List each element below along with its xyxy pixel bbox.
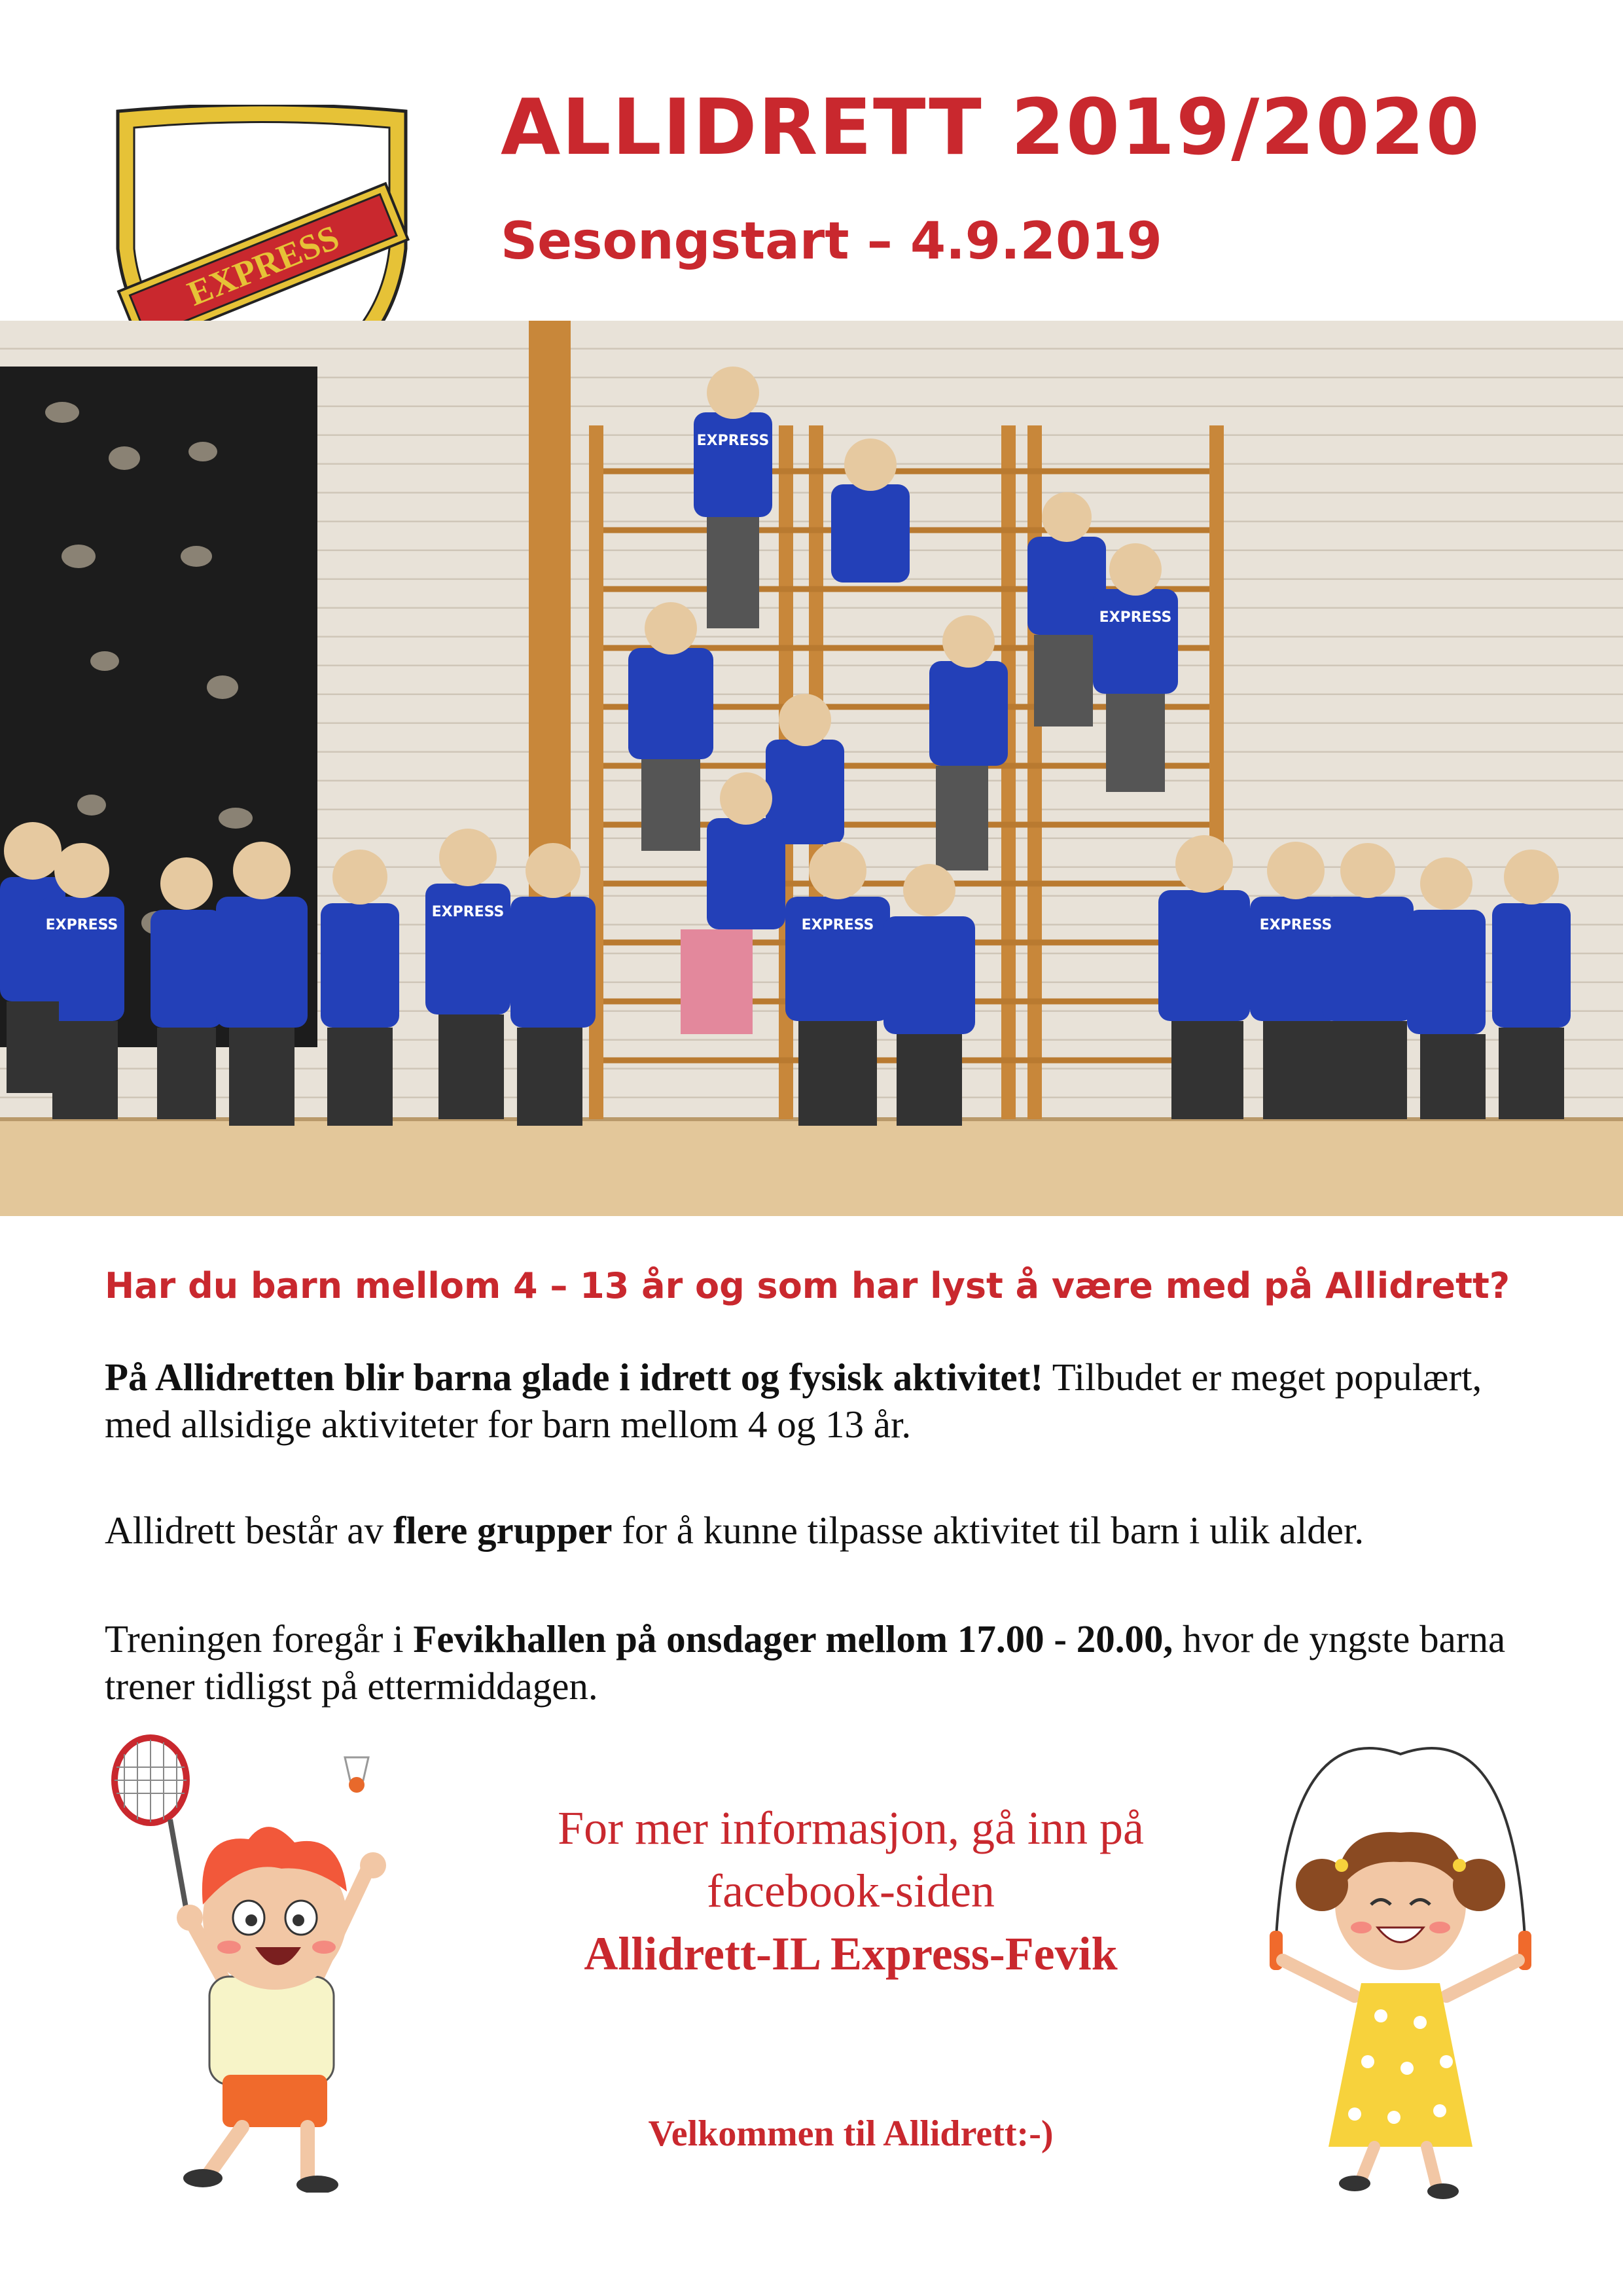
svg-text:EXPRESS: EXPRESS [431, 904, 505, 920]
groups-paragraph: Allidrett består av flere grupper for å kunne tilpasse aktivitet til barn i ulik alder. [105, 1509, 1364, 1552]
girl-jumprope-illustration [1250, 1741, 1551, 2199]
intro-bold-text: På Allidretten blir barna glade i idrett og fysisk aktivitet! [105, 1355, 1044, 1399]
season-start-subtitle: Sesongstart – 4.9.2019 [501, 212, 1162, 271]
training-paragraph: Treningen foregår i Fevikhallen på onsdager mellom 17.00 - 20.00, hvor de yngste barna trener tidligst på ettermiddagen. [105, 1617, 1506, 1708]
page-title: ALLIDRETT 2019/2020 [501, 82, 1481, 172]
info-line-1: For mer informasjon, gå inn på [558, 1802, 1144, 1854]
info-line-2: facebook-siden [707, 1865, 995, 1917]
welcome-text: Velkommen til Allidrett:-) [648, 2113, 1054, 2154]
svg-text:EXPRESS: EXPRESS [45, 917, 118, 933]
facebook-info-block [452, 1797, 1250, 1985]
svg-text:EXPRESS: EXPRESS [801, 917, 874, 933]
intro-paragraph [105, 1354, 1544, 1448]
intro-text: Tilbudet er meget populært, med allsidige aktiviteter for barn mellom 4 og 13 år. [105, 1355, 1482, 1446]
training-bold-text: Fevikhallen på onsdager mellom 17.00 - 20.00, [413, 1617, 1173, 1660]
svg-text:EXPRESS: EXPRESS [696, 433, 770, 449]
svg-text:EXPRESS: EXPRESS [1099, 609, 1172, 626]
facebook-page-name: Allidrett-IL Express-Fevik [584, 1928, 1118, 1980]
boy-badminton-illustration [98, 1734, 438, 2193]
age-question-heading: Har du barn mellom 4 – 13 år og som har lyst å være med på Allidrett? [105, 1265, 1510, 1306]
logo-wordmark: EXPRESS [182, 217, 345, 314]
children-climbing-photo [0, 321, 1623, 1216]
groups-bold-text: flere grupper [393, 1509, 613, 1552]
svg-text:EXPRESS: EXPRESS [1259, 917, 1332, 933]
